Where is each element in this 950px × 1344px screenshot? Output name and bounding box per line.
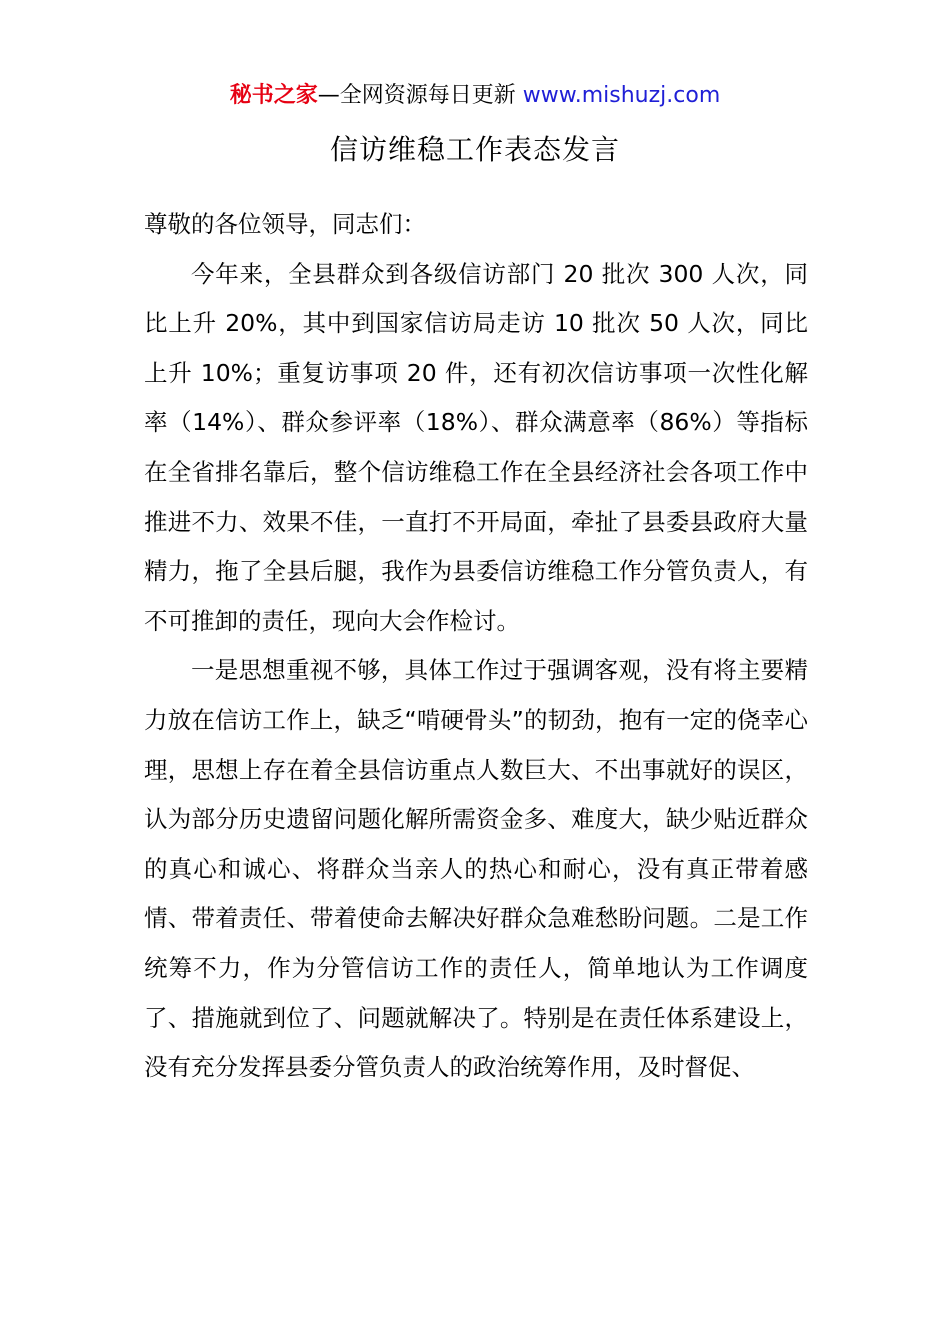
paragraph-1: 今年来，全县群众到各级信访部门 20 批次 300 人次，同比上升 20%，其中到国家信访局走访 10 批次 50 人次，同比上升 10%；重复访事项 20 件，还有初次信访事项一次性化解率（14%）、群众参评率（18%）、群众满意率（86%）等指标在全省排名靠后，整个信访维稳工作在全县经济社会各项工作中推进不力、效果不佳，一直打不开局面，牵扯了县委县政府大量精力，拖了全县后腿，我作为县委信访维稳工作分管负责人，有不可推卸的责任，现向大会作检讨。	[144, 259, 808, 635]
document-body	[144, 200, 808, 1093]
site-header	[0, 80, 950, 112]
brand-name: 秘书之家	[229, 83, 318, 108]
salutation: 尊敬的各位领导，同志们：	[144, 210, 426, 238]
document-title: 信访维稳工作表态发言	[329, 133, 620, 166]
header-tagline: —全网资源每日更新	[317, 83, 523, 108]
site-url-link[interactable]: www.mishuzj.com	[522, 83, 721, 108]
paragraph-2: 一是思想重视不够，具体工作过于强调客观，没有将主要精力放在信访工作上，缺乏“啃硬骨头”的韧劲，抱有一定的侥幸心理，思想上存在着全县信访重点人数巨大、不出事就好的误区，认为部分历史遗留问题化解所需资金多、难度大，缺少贴近群众的真心和诚心、将群众当亲人的热心和耐心，没有真正带着感情、带着责任、带着使命去解决好群众急难愁盼问题。二是工作统筹不力，作为分管信访工作的责任人，简单地认为工作调度了、措施就到位了、问题就解决了。特别是在责任体系建设上，没有充分发挥县委分管负责人的政治统筹作用，及时督促、	[144, 656, 808, 1082]
